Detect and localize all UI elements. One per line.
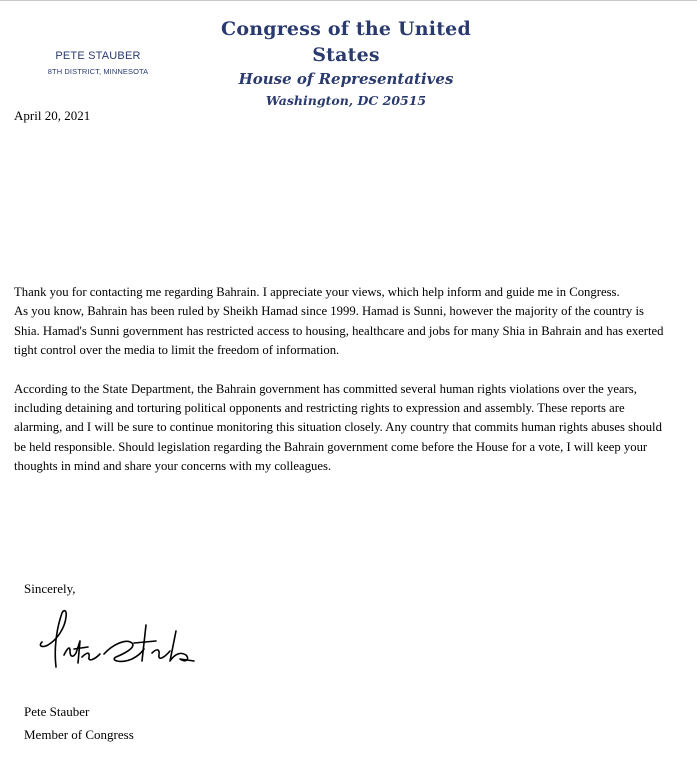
paragraph-2 [14,380,686,477]
paragraph-1-line-4: tight control over the media to limit the freedom of information. [14,343,340,358]
masthead-address: Washington, DC 20515 [265,93,427,108]
paragraph-2-line-5: thoughts in mind and share your concerns with my colleagues. [14,459,332,474]
paragraph-1-line-1: Thank you for contacting me regarding Bahrain. I appreciate your views, which help inform and guide me in Congress. [14,285,620,299]
letter-body [14,283,686,477]
paragraph-2-line-1: According to the State Department, the Bahrain government has committed several human rights violations over the years, [14,381,637,396]
paragraph-1-line-3: Shia. Hamad's Sunni government has restricted access to housing, healthcare and jobs for many Shia in Bahrain and has exerted [14,323,664,338]
closing-salutation: Sincerely, [24,581,76,596]
masthead-congress: Congress of the United States [221,18,471,66]
paragraph-1 [14,283,686,361]
congress-masthead [210,16,482,110]
paragraph-2-line-3: alarming, and I will be sure to continue monitoring this situation closely. Any country that commits human rights abuses should [14,420,662,435]
paragraph-2-line-4: be held responsible. Should legislation regarding the Bahrain government come before the House for a vote, I will keep your [14,439,648,454]
top-border [0,0,697,1]
signer-title: Member of Congress [24,727,134,742]
representative-name: PETE STAUBER [55,50,141,62]
representative-district: 8TH DISTRICT, MINNESOTA [47,67,149,76]
signer-name: Pete Stauber [24,704,90,719]
masthead-house: House of Representatives [238,70,454,88]
paragraph-1-line-2: As you know, Bahrain has been ruled by Sheikh Hamad since 1999. Hamad is Sunni, however the majority of the country is [14,304,644,319]
representative-block [40,50,156,76]
handwritten-signature [34,605,204,680]
paragraph-2-line-2: including detaining and torturing political opponents and restricting rights to expression and assembly. These reports are [14,401,625,416]
letter-date: April 20, 2021 [14,108,91,123]
